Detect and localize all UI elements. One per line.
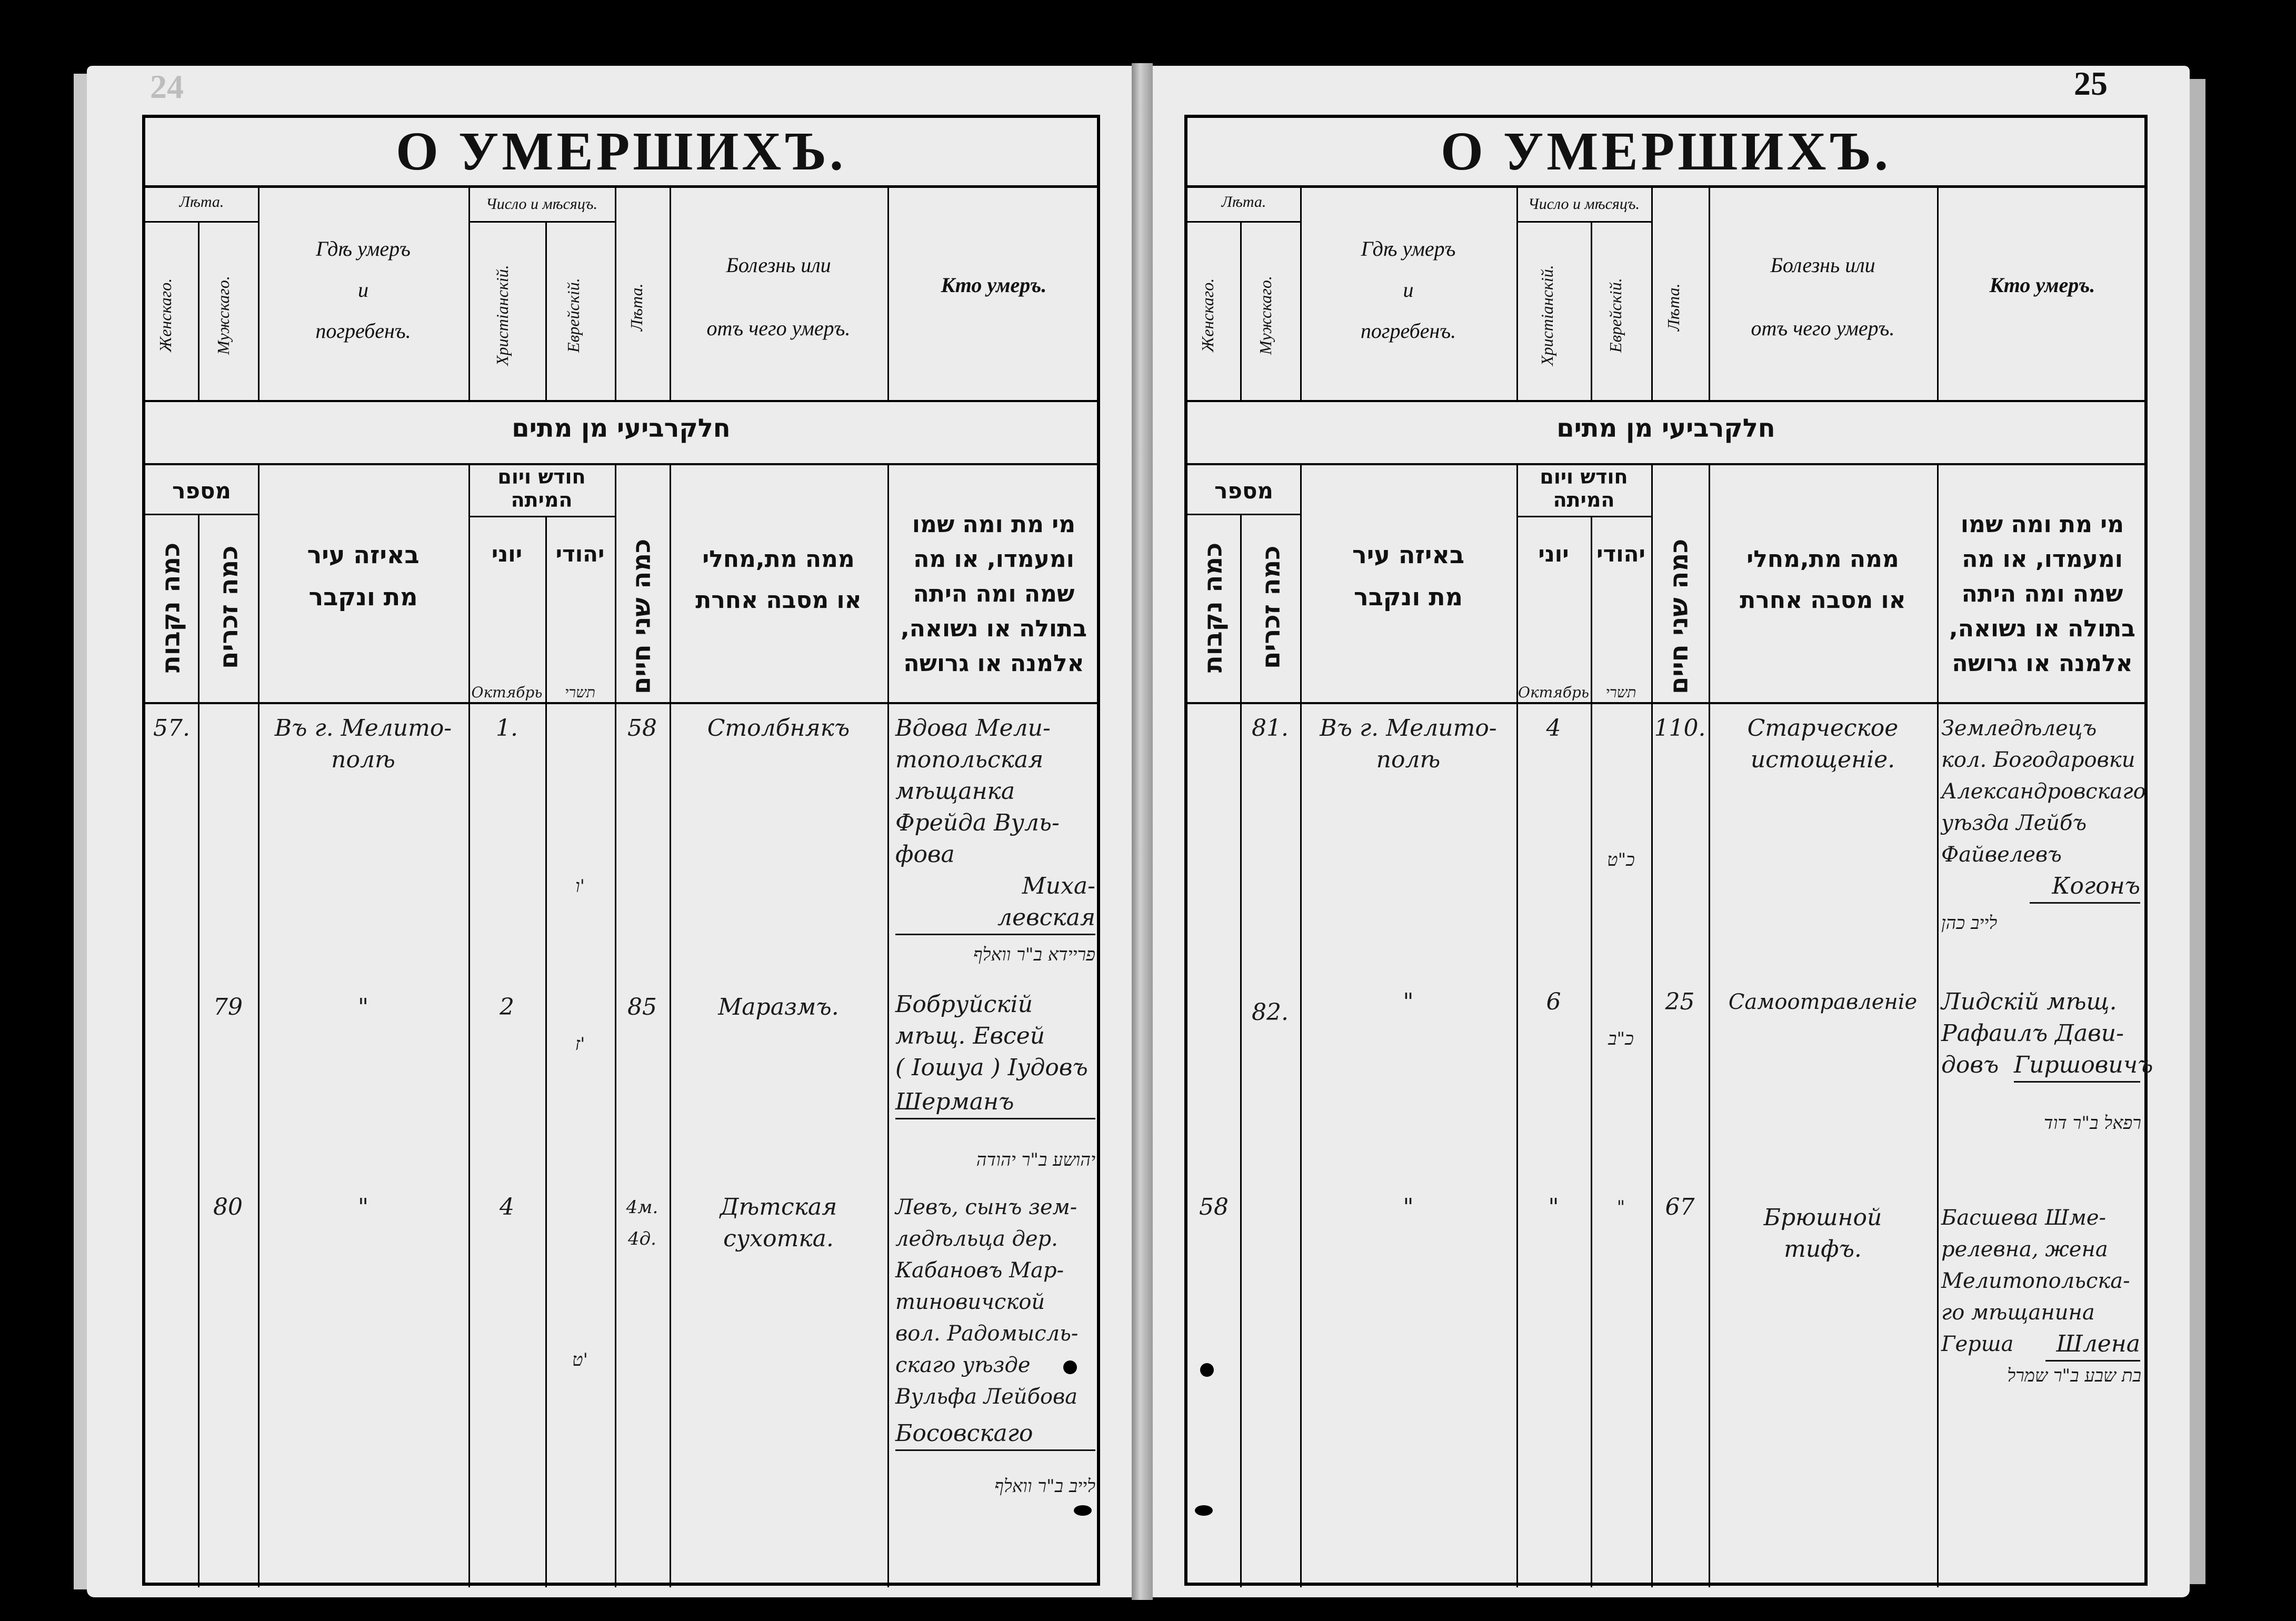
jewish-date: ו': [575, 876, 585, 897]
header-age: Лѣта.: [627, 283, 646, 332]
header-who: Кто умеръ.: [1989, 273, 2095, 297]
male-number: 80: [213, 1194, 243, 1220]
who-died: Вдова Мели- топольская мѣщанка Фрейда Вуль- фова: [895, 715, 1060, 868]
christian-date: ": [1548, 1194, 1559, 1220]
heb-header-female: כמה נקבות: [1199, 542, 1228, 673]
left-page-number: 24: [150, 68, 184, 105]
age: 4м. 4д.: [626, 1197, 658, 1249]
female-number: 57.: [153, 715, 190, 742]
col-rule: [1651, 185, 1653, 400]
hebrew-section-band: חלקרביעי מן מתים: [512, 414, 731, 443]
hebrew-section-band: חלקרביעי מן מתים: [1556, 414, 1775, 443]
heb-header-jewish: יהודי: [555, 541, 605, 567]
header-where: Гдѣ умеръ и погребенъ.: [315, 237, 411, 343]
col-rule: [1709, 463, 1710, 1587]
age: 85: [627, 994, 657, 1020]
ink-blot: [1200, 1363, 1214, 1377]
christian-date: 4: [1546, 715, 1561, 742]
right-page-number: 25: [2074, 65, 2108, 102]
illness: Брюшной тифъ.: [1763, 1204, 1882, 1263]
male-number: 82.: [1252, 999, 1289, 1026]
hebrew-name: פריידא ב"ר וואלף: [973, 944, 1095, 965]
header-illness: Болезнь или отъ чего умеръ.: [1751, 253, 1895, 340]
header-date: Число и мѣсяцъ.: [486, 195, 597, 213]
where-died: ": [1403, 988, 1414, 1015]
heb-header-age: כמה שני חיים: [627, 539, 656, 695]
hebrew-header-divider: [145, 702, 1097, 704]
heb-header-christian: יוני: [1538, 541, 1569, 567]
header-divider: [145, 400, 1097, 402]
heb-header-illness: ממה מת,מחלי או מסבה אחרת: [695, 546, 862, 614]
col-rule: [615, 463, 616, 1587]
col-rule: [615, 185, 616, 400]
heb-header-male: כמה זכרים: [1256, 545, 1286, 669]
heb-header-illness: ממה מת,מחלי או מסבה אחרת: [1740, 546, 1906, 614]
surname: Миха- левская: [895, 870, 1095, 935]
header-illness: Болезнь или отъ чего умеръ.: [706, 253, 851, 340]
years-group-rule: [1187, 221, 1300, 223]
date-group-rule: [468, 221, 615, 223]
illness: Столбнякъ: [707, 715, 850, 742]
header-female: Женскаго.: [156, 278, 175, 353]
heb-header-date: חודש ויום המיתה: [1540, 465, 1628, 512]
col-rule: [468, 185, 470, 400]
surname: Гиршовичъ: [2014, 1049, 2140, 1083]
jewish-date: ": [1616, 1197, 1625, 1218]
col-rule: [1516, 463, 1518, 1587]
jewish-date: כ"ב: [1608, 1028, 1634, 1049]
hebrew-name: בת שבע ב"ר שמרל: [2007, 1365, 2141, 1386]
col-rule: [1240, 221, 1242, 400]
ink-blot: [1063, 1360, 1077, 1374]
header-age: Лѣта.: [1664, 283, 1683, 332]
male-number: 81.: [1252, 715, 1289, 742]
christian-date: 1.: [496, 715, 518, 742]
header-where: Гдѣ умеръ и погребенъ.: [1360, 237, 1456, 343]
col-rule: [1300, 463, 1302, 1587]
heb-header-male: כמה זכרים: [214, 545, 244, 669]
header-years: Лѣта.: [179, 193, 224, 211]
hebrew-header-divider: [1187, 702, 2144, 704]
header-divider: [1187, 400, 2144, 402]
col-rule: [670, 463, 671, 1587]
hebrew-name: לייב ב"ר וואלף: [994, 1476, 1095, 1497]
band-divider: [145, 463, 1097, 465]
heb-date-group-rule: [1516, 516, 1651, 517]
where-died: ": [357, 1194, 369, 1220]
right-title: О УМЕРШИХЪ.: [1187, 118, 2144, 188]
heb-header-age: כמה שני חיים: [1664, 539, 1694, 695]
heb-header-christian: יוני: [491, 541, 523, 567]
who-died: Лидскій мѣщ. Рафаилъ Дави- довъ: [1941, 988, 2124, 1078]
heb-header-number: מספר: [1214, 478, 1273, 504]
who-died: Земледѣлецъ кол. Богодаровки Александровскаго уѣзда Лейбъ Файвелевъ: [1941, 716, 2146, 867]
header-male: Мужскаго.: [214, 276, 233, 355]
header-date: Число и мѣсяцъ.: [1528, 195, 1640, 213]
age: 58: [627, 715, 657, 742]
col-rule: [1651, 463, 1653, 1587]
right-register-table: [1184, 115, 2153, 1586]
heb-header-where: באיזה עיר מת ונקבר: [1352, 541, 1464, 611]
illness: Дѣтская сухотка.: [720, 1194, 837, 1252]
hebrew-name: לייב כהן: [1941, 913, 1998, 934]
col-rule: [1591, 221, 1592, 400]
col-rule: [258, 463, 259, 1587]
heb-header-who: מי מת ומה שמו ומעמדו, או מה שמה ומה היתה בתולה או נשואה, אלמנה או גרושה: [1949, 511, 2135, 677]
band-divider: [1187, 463, 2144, 465]
month-jewish: תשרי: [1605, 684, 1636, 701]
male-number: 79: [213, 994, 243, 1020]
jewish-date: כ"ט: [1607, 849, 1635, 870]
header-christian: Христіанскій.: [493, 265, 512, 366]
heb-header-date: חודש ויום המיתה: [497, 465, 586, 512]
month-jewish: תשרי: [565, 684, 595, 701]
age: 67: [1665, 1194, 1695, 1220]
header-male: Мужскаго.: [1256, 276, 1275, 355]
left-register-table: [142, 115, 1100, 1586]
heb-header-who: מי מת ומה שמו ומעמדו, או מה שמה ומה היתה בתולה או נשואה, אלמנה או גרושה: [901, 511, 1087, 677]
who-died: Бобруйскій мѣщ. Евсей ( Іошуа ) Іудовъ: [895, 991, 1088, 1081]
age: 110.: [1654, 715, 1706, 742]
illness: Самоотравленіе: [1728, 990, 1918, 1014]
illness: Старческое истощеніе.: [1747, 715, 1899, 773]
christian-date: 6: [1546, 988, 1561, 1015]
age: 25: [1665, 988, 1695, 1015]
heb-header-jewish: יהודי: [1596, 541, 1645, 567]
left-title: О УМЕРШИХЪ.: [145, 118, 1097, 188]
month-christian: Октябрь: [1518, 684, 1590, 701]
heb-header-number: מספר: [172, 478, 231, 504]
number-group-rule: [145, 514, 258, 515]
book-gutter: [1132, 63, 1153, 1600]
jewish-date: ט': [572, 1349, 588, 1370]
christian-date: 4: [500, 1194, 514, 1220]
heb-date-group-rule: [468, 516, 615, 517]
date-group-rule: [1516, 221, 1651, 223]
heb-header-female: כמה נקבות: [156, 542, 186, 673]
who-died: Левъ, сынъ зем- ледѣльца дер. Кабановъ Мар- тиновичской вол. Радомысль- скаго уѣзде Вульфа Лейбова: [895, 1195, 1079, 1409]
col-rule: [1240, 514, 1242, 1587]
where-died: Въ г. Мелито- полѣ: [274, 715, 452, 773]
header-jewish: Еврейскій.: [564, 278, 583, 353]
jewish-date: ז': [575, 1034, 585, 1055]
surname: Шлена: [2045, 1328, 2140, 1362]
who-died: Басшева Шме- релевна, жена Мелитопольска- го мѣщанина Герша: [1941, 1206, 2130, 1356]
header-who: Кто умеръ.: [941, 273, 1047, 297]
col-rule: [1516, 185, 1518, 400]
col-rule: [468, 463, 470, 1587]
header-years: Лѣта.: [1221, 193, 1266, 211]
col-rule: [198, 221, 199, 400]
where-died: ": [1403, 1194, 1414, 1220]
header-female: Женскаго.: [1198, 278, 1217, 353]
surname: Когонъ: [2030, 870, 2140, 904]
surname: Шерманъ: [895, 1086, 1095, 1119]
number-group-rule: [1187, 514, 1300, 515]
christian-date: 2: [500, 994, 514, 1020]
hebrew-name: רפאל ב"ר דוד: [2044, 1113, 2141, 1134]
hebrew-name: יהושע ב"ר יהודה: [976, 1149, 1095, 1170]
female-number: 58: [1199, 1194, 1229, 1220]
years-group-rule: [145, 221, 258, 223]
heb-header-where: באיזה עיר מת ונקבר: [307, 541, 420, 611]
col-rule: [198, 514, 199, 1587]
col-rule: [545, 221, 547, 400]
header-christian: Христіанскій.: [1538, 265, 1556, 366]
binding-hole: [1074, 1505, 1092, 1516]
where-died: ": [357, 994, 369, 1020]
illness: Маразмъ.: [718, 994, 839, 1020]
header-jewish: Еврейскій.: [1606, 278, 1625, 353]
where-died: Въ г. Мелито- полѣ: [1320, 715, 1497, 773]
surname: Босовскаго: [895, 1418, 1095, 1451]
month-christian: Октябрь: [471, 684, 543, 701]
binding-hole: [1195, 1505, 1213, 1516]
